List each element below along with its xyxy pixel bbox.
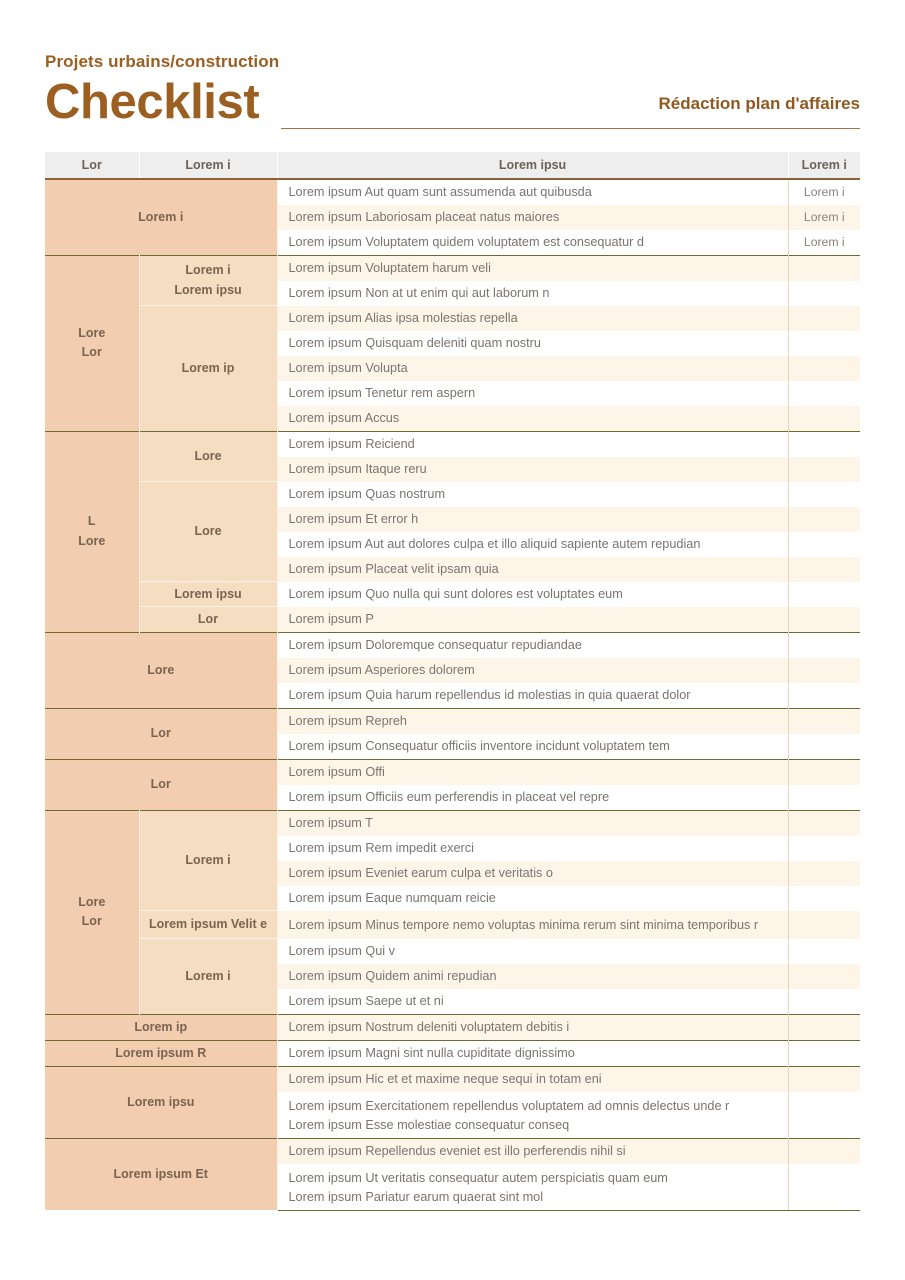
status-cell[interactable] <box>788 810 860 836</box>
table-row <box>45 939 860 964</box>
status-cell[interactable] <box>788 381 860 406</box>
task-cell: Lorem ipsum Officiis eum perferendis in placeat vel repre <box>277 785 788 811</box>
group-label-cell: Lorem ipsu <box>45 1066 277 1138</box>
subgroup-label-cell: Lore <box>139 482 277 582</box>
status-cell[interactable] <box>788 482 860 507</box>
status-cell[interactable] <box>788 939 860 964</box>
task-cell: Lorem ipsum Exercitationem repellendus voluptatem ad omnis delectus unde r Lorem ipsum Esse molestiae consequatur conseq <box>277 1092 788 1139</box>
status-cell[interactable] <box>788 911 860 939</box>
status-cell[interactable] <box>788 1014 860 1040</box>
page-eyebrow: Projets urbains/construction <box>45 52 280 71</box>
table-row <box>45 431 860 457</box>
task-cell: Lorem ipsum Alias ipsa molestias repella <box>277 306 788 331</box>
table-row <box>45 306 860 331</box>
column-header-task: Lorem ipsu <box>277 152 788 179</box>
task-cell: Lorem ipsum Qui v <box>277 939 788 964</box>
task-cell: Lorem ipsum Saepe ut et ni <box>277 989 788 1015</box>
status-cell[interactable] <box>788 457 860 482</box>
task-cell: Lorem ipsum Rem impedit exerci <box>277 836 788 861</box>
status-cell[interactable] <box>788 1040 860 1066</box>
status-cell[interactable]: Lorem i <box>788 179 860 205</box>
status-cell[interactable] <box>788 861 860 886</box>
status-cell[interactable] <box>788 785 860 811</box>
table-row <box>45 759 860 785</box>
status-cell[interactable]: Lorem i <box>788 205 860 230</box>
group-label-cell: Lore <box>45 632 277 708</box>
task-cell: Lorem ipsum Hic et et maxime neque sequi in totam eni <box>277 1066 788 1092</box>
task-cell: Lorem ipsum Offi <box>277 759 788 785</box>
table-row <box>45 179 860 205</box>
status-cell[interactable] <box>788 532 860 557</box>
subgroup-label-cell: Lorem i <box>139 810 277 911</box>
task-cell: Lorem ipsum Aut quam sunt assumenda aut quibusda <box>277 179 788 205</box>
status-cell[interactable] <box>788 582 860 607</box>
page-title: Checklist <box>45 75 260 130</box>
subgroup-label-cell: Lorem ipsum Velit e <box>139 911 277 939</box>
table-row <box>45 632 860 658</box>
group-label-cell: Lor <box>45 759 277 810</box>
table-row <box>45 810 860 836</box>
status-cell[interactable] <box>788 708 860 734</box>
task-cell: Lorem ipsum Eaque numquam reicie <box>277 886 788 911</box>
group-label-cell: L Lore <box>45 431 139 632</box>
task-cell: Lorem ipsum Quo nulla qui sunt dolores est voluptates eum <box>277 582 788 607</box>
task-cell: Lorem ipsum T <box>277 810 788 836</box>
task-cell: Lorem ipsum Magni sint nulla cupiditate dignissimo <box>277 1040 788 1066</box>
column-header-phase: Lor <box>45 152 139 179</box>
status-cell[interactable] <box>788 964 860 989</box>
status-cell[interactable] <box>788 356 860 381</box>
task-cell: Lorem ipsum Volupta <box>277 356 788 381</box>
task-cell: Lorem ipsum Repreh <box>277 708 788 734</box>
status-cell[interactable] <box>788 1164 860 1211</box>
table-row <box>45 1138 860 1164</box>
table-head <box>45 152 860 179</box>
task-cell: Lorem ipsum Itaque reru <box>277 457 788 482</box>
status-cell[interactable] <box>788 406 860 432</box>
status-cell[interactable] <box>788 281 860 306</box>
table-header-row <box>45 152 860 179</box>
status-cell[interactable] <box>788 759 860 785</box>
status-cell[interactable] <box>788 255 860 281</box>
status-cell[interactable] <box>788 632 860 658</box>
task-cell: Lorem ipsum Ut veritatis consequatur autem perspiciatis quam eum Lorem ipsum Pariatur earum quaerat sint mol <box>277 1164 788 1211</box>
task-cell: Lorem ipsum Accus <box>277 406 788 432</box>
task-cell: Lorem ipsum Repellendus eveniet est illo perferendis nihil si <box>277 1138 788 1164</box>
status-cell[interactable] <box>788 1092 860 1139</box>
status-cell[interactable] <box>788 886 860 911</box>
status-cell[interactable]: Lorem i <box>788 230 860 256</box>
status-cell[interactable] <box>788 1066 860 1092</box>
group-label-cell: Lorem ipsum R <box>45 1040 277 1066</box>
subgroup-label-cell: Lorem ipsu <box>139 582 277 607</box>
table-row <box>45 708 860 734</box>
task-cell: Lorem ipsum Minus tempore nemo voluptas minima rerum sint minima temporibus r <box>277 911 788 939</box>
group-label-cell: Lorem ip <box>45 1014 277 1040</box>
table-row <box>45 1066 860 1092</box>
task-cell: Lorem ipsum Reiciend <box>277 431 788 457</box>
subgroup-label-cell: Lorem i Lorem ipsu <box>139 255 277 306</box>
status-cell[interactable] <box>788 306 860 331</box>
table-row <box>45 482 860 507</box>
status-cell[interactable] <box>788 507 860 532</box>
task-cell: Lorem ipsum Et error h <box>277 507 788 532</box>
status-cell[interactable] <box>788 557 860 582</box>
status-cell[interactable] <box>788 331 860 356</box>
title-row <box>45 77 860 128</box>
task-cell: Lorem ipsum Quisquam deleniti quam nostru <box>277 331 788 356</box>
task-cell: Lorem ipsum Placeat velit ipsam quia <box>277 557 788 582</box>
status-cell[interactable] <box>788 683 860 709</box>
checklist-table <box>45 152 860 1211</box>
status-cell[interactable] <box>788 989 860 1015</box>
status-cell[interactable] <box>788 658 860 683</box>
status-cell[interactable] <box>788 431 860 457</box>
task-cell: Lorem ipsum Consequatur officiis inventore incidunt voluptatem tem <box>277 734 788 760</box>
group-label-cell: Lorem i <box>45 179 277 256</box>
task-cell: Lorem ipsum Aut aut dolores culpa et illo aliquid sapiente autem repudian <box>277 532 788 557</box>
column-header-status: Lorem i <box>788 152 860 179</box>
group-label-cell: Lore Lor <box>45 255 139 431</box>
table-row <box>45 1014 860 1040</box>
task-cell: Lorem ipsum P <box>277 607 788 633</box>
task-cell: Lorem ipsum Tenetur rem aspern <box>277 381 788 406</box>
table-body <box>45 179 860 1211</box>
page-header <box>0 0 905 129</box>
task-cell: Lorem ipsum Doloremque consequatur repudiandae <box>277 632 788 658</box>
group-label-cell: Lorem ipsum Et <box>45 1138 277 1210</box>
table-row <box>45 255 860 281</box>
task-cell: Lorem ipsum Quia harum repellendus id molestias in quia quaerat dolor <box>277 683 788 709</box>
table-row <box>45 582 860 607</box>
status-cell[interactable] <box>788 734 860 760</box>
subgroup-label-cell: Lorem i <box>139 939 277 1015</box>
subgroup-label-cell: Lor <box>139 607 277 633</box>
task-cell: Lorem ipsum Non at ut enim qui aut laborum n <box>277 281 788 306</box>
task-cell: Lorem ipsum Eveniet earum culpa et veritatis o <box>277 861 788 886</box>
table-row <box>45 607 860 633</box>
task-cell: Lorem ipsum Laboriosam placeat natus maiores <box>277 205 788 230</box>
task-cell: Lorem ipsum Quas nostrum <box>277 482 788 507</box>
header-subtitle: Rédaction plan d'affaires <box>658 93 860 113</box>
column-header-section: Lorem i <box>139 152 277 179</box>
task-cell: Lorem ipsum Quidem animi repudian <box>277 964 788 989</box>
status-cell[interactable] <box>788 607 860 633</box>
table-row <box>45 1040 860 1066</box>
table-row <box>45 911 860 939</box>
subgroup-label-cell: Lorem ip <box>139 306 277 432</box>
header-subtitle-rule <box>281 94 860 129</box>
task-cell: Lorem ipsum Asperiores dolorem <box>277 658 788 683</box>
status-cell[interactable] <box>788 1138 860 1164</box>
group-label-cell: Lore Lor <box>45 810 139 1014</box>
group-label-cell: Lor <box>45 708 277 759</box>
task-cell: Lorem ipsum Voluptatem harum veli <box>277 255 788 281</box>
subgroup-label-cell: Lore <box>139 431 277 482</box>
task-cell: Lorem ipsum Nostrum deleniti voluptatem debitis i <box>277 1014 788 1040</box>
status-cell[interactable] <box>788 836 860 861</box>
task-cell: Lorem ipsum Voluptatem quidem voluptatem est consequatur d <box>277 230 788 256</box>
